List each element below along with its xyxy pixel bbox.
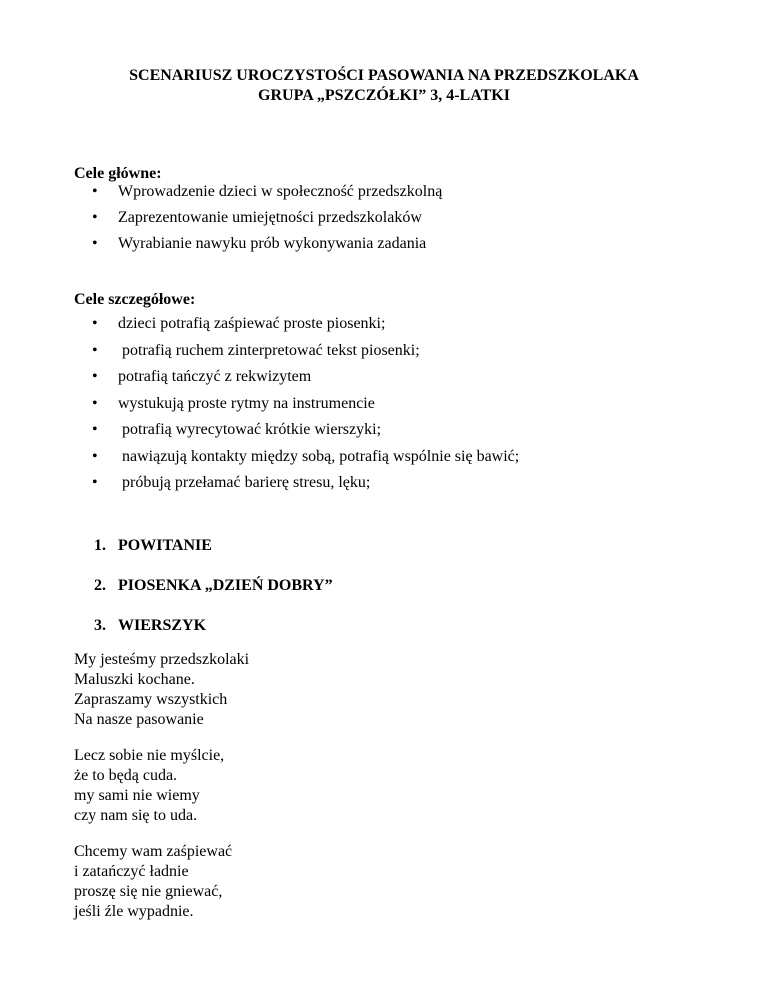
list-item: • Wprowadzenie dzieci w społeczność przedszkolną <box>92 183 443 200</box>
list-item: • wystukują proste rytmy na instrumencie <box>92 394 375 412</box>
list-item: • potrafią tańczyć z rekwizytem <box>92 368 312 385</box>
bullet-icon: • <box>92 315 98 332</box>
section-number: 1. <box>94 537 106 554</box>
main-goals-heading: Cele główne: <box>74 165 162 182</box>
poem-line: Chcemy wam zaśpiewać <box>74 843 233 860</box>
title-line-2: GRUPA „PSZCZÓŁKI” 3, 4-LATKI <box>258 87 510 104</box>
section-number: 2. <box>94 577 106 594</box>
poem-line: proszę się nie gniewać, <box>74 883 223 900</box>
detailed-goals-list <box>74 314 519 500</box>
bullet-icon: • <box>92 394 98 412</box>
section-item <box>74 616 333 636</box>
list-item: • dzieci potrafią zaśpiewać proste piosenki; <box>92 315 386 332</box>
bullet-icon: • <box>92 183 98 200</box>
bullet-icon: • <box>92 421 98 438</box>
main-goals-list <box>74 182 442 260</box>
bullet-icon: • <box>92 368 98 385</box>
section-item <box>74 576 333 596</box>
poem-stanza-3 <box>74 842 232 922</box>
title-line-1: SCENARIUSZ UROCZYSTOŚCI PASOWANIA NA PRZEDSZKOLAKA <box>129 67 639 84</box>
section-label: WIERSZYK <box>118 617 207 634</box>
poem-line: Na nasze pasowanie <box>74 711 204 728</box>
poem-line: że to będą cuda. <box>74 767 178 784</box>
list-item: • nawiązują kontakty między sobą, potrafią wspólnie się bawić; <box>92 447 520 465</box>
list-item: • potrafią ruchem zinterpretować tekst piosenki; <box>92 341 420 359</box>
program-sections <box>74 536 333 656</box>
list-item: • Zaprezentowanie umiejętności przedszkolaków <box>92 209 422 226</box>
document-title <box>0 66 768 106</box>
section-number: 3. <box>94 617 106 634</box>
poem-stanza-2 <box>74 746 224 826</box>
section-label: PIOSENKA „DZIEŃ DOBRY” <box>118 577 333 594</box>
poem-line: Lecz sobie nie myślcie, <box>74 747 225 764</box>
section-label: POWITANIE <box>118 537 212 554</box>
poem-line: Zapraszamy wszystkich <box>74 691 228 708</box>
list-item: • potrafią wyrecytować krótkie wierszyki; <box>92 421 382 438</box>
poem-line: czy nam się to uda. <box>74 807 198 824</box>
section-item <box>74 536 333 556</box>
poem-line: my sami nie wiemy <box>74 787 200 804</box>
poem-line: i zatańczyć ładnie <box>74 863 189 880</box>
bullet-icon: • <box>92 447 98 465</box>
bullet-icon: • <box>92 341 98 359</box>
poem-stanza-1 <box>74 650 249 730</box>
bullet-icon: • <box>92 235 98 252</box>
poem-line: Maluszki kochane. <box>74 671 195 688</box>
detailed-goals-heading: Cele szczegółowe: <box>74 291 196 308</box>
poem-line: My jesteśmy przedszkolaki <box>74 651 250 668</box>
list-item: • Wyrabianie nawyku prób wykonywania zadania <box>92 235 427 252</box>
bullet-icon: • <box>92 474 98 491</box>
poem-line: jeśli źle wypadnie. <box>74 903 194 920</box>
list-item: • próbują przełamać barierę stresu, lęku; <box>92 474 371 491</box>
bullet-icon: • <box>92 209 98 226</box>
